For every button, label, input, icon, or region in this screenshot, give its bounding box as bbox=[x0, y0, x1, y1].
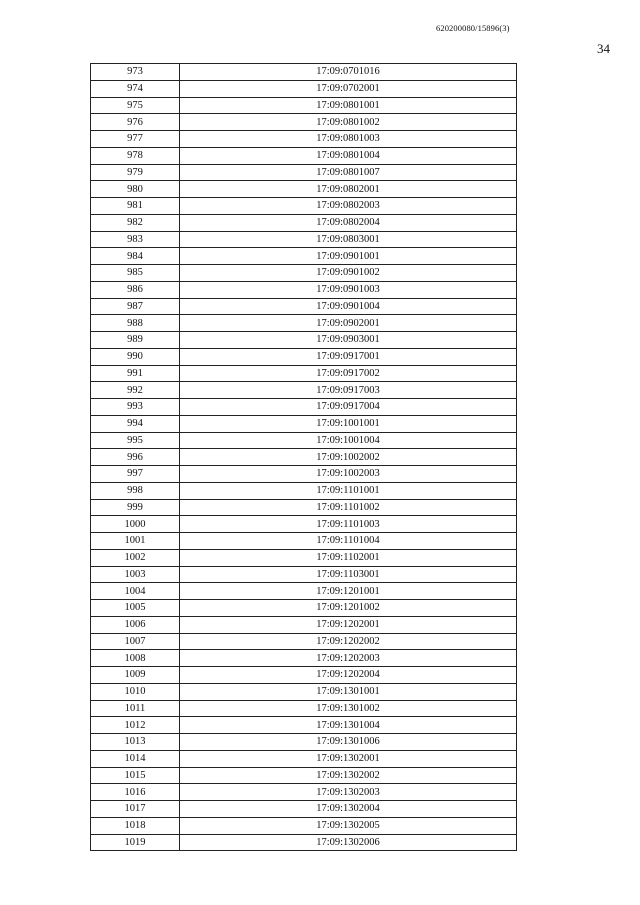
table-row bbox=[91, 348, 517, 365]
table-row bbox=[91, 64, 517, 81]
table-row bbox=[91, 399, 517, 416]
table-row bbox=[91, 650, 517, 667]
row-number-cell: 979 bbox=[91, 164, 180, 181]
table-row bbox=[91, 181, 517, 198]
table-row bbox=[91, 817, 517, 834]
cadastral-number-cell: 17:09:0701016 bbox=[180, 64, 517, 81]
row-number-cell: 980 bbox=[91, 181, 180, 198]
cadastral-number-cell: 17:09:1101002 bbox=[180, 499, 517, 516]
table-row bbox=[91, 382, 517, 399]
table-body bbox=[91, 64, 517, 851]
cadastral-number-cell: 17:09:1302002 bbox=[180, 767, 517, 784]
table-row bbox=[91, 533, 517, 550]
row-number-cell: 977 bbox=[91, 131, 180, 148]
table-row bbox=[91, 231, 517, 248]
cadastral-number-cell: 17:09:0901001 bbox=[180, 248, 517, 265]
row-number-cell: 994 bbox=[91, 415, 180, 432]
cadastral-number-cell: 17:09:0803001 bbox=[180, 231, 517, 248]
row-number-cell: 1006 bbox=[91, 616, 180, 633]
row-number-cell: 989 bbox=[91, 332, 180, 349]
cadastral-number-cell: 17:09:1001004 bbox=[180, 432, 517, 449]
table-row bbox=[91, 482, 517, 499]
table-row bbox=[91, 248, 517, 265]
table-row bbox=[91, 667, 517, 684]
cadastral-number-cell: 17:09:1302003 bbox=[180, 784, 517, 801]
table-row bbox=[91, 717, 517, 734]
table-row bbox=[91, 114, 517, 131]
cadastral-number-cell: 17:09:1201001 bbox=[180, 583, 517, 600]
row-number-cell: 974 bbox=[91, 80, 180, 97]
table-row bbox=[91, 298, 517, 315]
row-number-cell: 976 bbox=[91, 114, 180, 131]
cadastral-number-cell: 17:09:0901002 bbox=[180, 265, 517, 282]
table-row bbox=[91, 365, 517, 382]
cadastral-number-cell: 17:09:1202002 bbox=[180, 633, 517, 650]
row-number-cell: 986 bbox=[91, 281, 180, 298]
table-row bbox=[91, 80, 517, 97]
cadastral-number-cell: 17:09:0801002 bbox=[180, 114, 517, 131]
row-number-cell: 1012 bbox=[91, 717, 180, 734]
table-row bbox=[91, 767, 517, 784]
cadastral-number-cell: 17:09:0801001 bbox=[180, 97, 517, 114]
cadastral-number-cell: 17:09:0917003 bbox=[180, 382, 517, 399]
cadastral-number-cell: 17:09:1202001 bbox=[180, 616, 517, 633]
cadastral-number-cell: 17:09:0801003 bbox=[180, 131, 517, 148]
table-row bbox=[91, 97, 517, 114]
table-row bbox=[91, 549, 517, 566]
cadastral-number-cell: 17:09:1002003 bbox=[180, 466, 517, 483]
cadastral-number-cell: 17:09:0903001 bbox=[180, 332, 517, 349]
cadastral-number-cell: 17:09:1301001 bbox=[180, 683, 517, 700]
row-number-cell: 992 bbox=[91, 382, 180, 399]
row-number-cell: 990 bbox=[91, 348, 180, 365]
row-number-cell: 1009 bbox=[91, 667, 180, 684]
page-number: 34 bbox=[597, 41, 610, 56]
cadastral-number-cell: 17:09:1302005 bbox=[180, 817, 517, 834]
table-row bbox=[91, 214, 517, 231]
table-row bbox=[91, 700, 517, 717]
row-number-cell: 1010 bbox=[91, 683, 180, 700]
row-number-cell: 981 bbox=[91, 198, 180, 215]
row-number-cell: 997 bbox=[91, 466, 180, 483]
row-number-cell: 987 bbox=[91, 298, 180, 315]
row-number-cell: 991 bbox=[91, 365, 180, 382]
row-number-cell: 984 bbox=[91, 248, 180, 265]
cadastral-number-cell: 17:09:0902001 bbox=[180, 315, 517, 332]
cadastral-number-cell: 17:09:0802001 bbox=[180, 181, 517, 198]
row-number-cell: 996 bbox=[91, 449, 180, 466]
row-number-cell: 1007 bbox=[91, 633, 180, 650]
table-row bbox=[91, 683, 517, 700]
table-row bbox=[91, 131, 517, 148]
document-id: 620200080/15896(3) bbox=[436, 23, 510, 33]
table-row bbox=[91, 265, 517, 282]
row-number-cell: 982 bbox=[91, 214, 180, 231]
cadastral-number-cell: 17:09:1302001 bbox=[180, 750, 517, 767]
cadastral-number-cell: 17:09:1101004 bbox=[180, 533, 517, 550]
row-number-cell: 973 bbox=[91, 64, 180, 81]
table-row bbox=[91, 734, 517, 751]
table-row bbox=[91, 466, 517, 483]
cadastral-number-cell: 17:09:0917004 bbox=[180, 399, 517, 416]
row-number-cell: 978 bbox=[91, 147, 180, 164]
table-row bbox=[91, 332, 517, 349]
row-number-cell: 1011 bbox=[91, 700, 180, 717]
table-row bbox=[91, 583, 517, 600]
row-number-cell: 1002 bbox=[91, 549, 180, 566]
row-number-cell: 1015 bbox=[91, 767, 180, 784]
row-number-cell: 1001 bbox=[91, 533, 180, 550]
cadastral-number-cell: 17:09:1302006 bbox=[180, 834, 517, 851]
table-row bbox=[91, 600, 517, 617]
row-number-cell: 988 bbox=[91, 315, 180, 332]
cadastral-number-cell: 17:09:0801007 bbox=[180, 164, 517, 181]
row-number-cell: 985 bbox=[91, 265, 180, 282]
row-number-cell: 1017 bbox=[91, 801, 180, 818]
cadastral-number-cell: 17:09:0901004 bbox=[180, 298, 517, 315]
row-number-cell: 1013 bbox=[91, 734, 180, 751]
table-row bbox=[91, 516, 517, 533]
table-row bbox=[91, 499, 517, 516]
cadastral-number-cell: 17:09:0917001 bbox=[180, 348, 517, 365]
table-row bbox=[91, 566, 517, 583]
row-number-cell: 1014 bbox=[91, 750, 180, 767]
table-row bbox=[91, 801, 517, 818]
cadastral-number-cell: 17:09:1201002 bbox=[180, 600, 517, 617]
table-row bbox=[91, 834, 517, 851]
table-row bbox=[91, 449, 517, 466]
row-number-cell: 1019 bbox=[91, 834, 180, 851]
row-number-cell: 998 bbox=[91, 482, 180, 499]
cadastral-number-cell: 17:09:0802003 bbox=[180, 198, 517, 215]
table-row bbox=[91, 750, 517, 767]
row-number-cell: 1005 bbox=[91, 600, 180, 617]
table-row bbox=[91, 315, 517, 332]
cadastral-number-cell: 17:09:0702001 bbox=[180, 80, 517, 97]
row-number-cell: 1018 bbox=[91, 817, 180, 834]
table-row bbox=[91, 164, 517, 181]
cadastral-number-cell: 17:09:1001001 bbox=[180, 415, 517, 432]
table-row bbox=[91, 198, 517, 215]
row-number-cell: 999 bbox=[91, 499, 180, 516]
cadastral-number-cell: 17:09:1103001 bbox=[180, 566, 517, 583]
row-number-cell: 1004 bbox=[91, 583, 180, 600]
row-number-cell: 975 bbox=[91, 97, 180, 114]
cadastral-number-cell: 17:09:1301006 bbox=[180, 734, 517, 751]
cadastral-number-cell: 17:09:1101001 bbox=[180, 482, 517, 499]
cadastral-number-cell: 17:09:0802004 bbox=[180, 214, 517, 231]
row-number-cell: 1016 bbox=[91, 784, 180, 801]
table-row bbox=[91, 616, 517, 633]
cadastral-number-cell: 17:09:1202003 bbox=[180, 650, 517, 667]
cadastral-number-cell: 17:09:1101003 bbox=[180, 516, 517, 533]
cadastral-number-cell: 17:09:0917002 bbox=[180, 365, 517, 382]
cadastral-number-cell: 17:09:1301002 bbox=[180, 700, 517, 717]
table-row bbox=[91, 633, 517, 650]
row-number-cell: 1003 bbox=[91, 566, 180, 583]
table-row bbox=[91, 281, 517, 298]
row-number-cell: 983 bbox=[91, 231, 180, 248]
table-row bbox=[91, 784, 517, 801]
table-row bbox=[91, 147, 517, 164]
cadastral-number-cell: 17:09:0901003 bbox=[180, 281, 517, 298]
table-row bbox=[91, 432, 517, 449]
cadastral-number-cell: 17:09:1202004 bbox=[180, 667, 517, 684]
row-number-cell: 993 bbox=[91, 399, 180, 416]
cadastral-number-cell: 17:09:1102001 bbox=[180, 549, 517, 566]
row-number-cell: 1008 bbox=[91, 650, 180, 667]
row-number-cell: 995 bbox=[91, 432, 180, 449]
cadastral-number-cell: 17:09:1302004 bbox=[180, 801, 517, 818]
cadastral-number-cell: 17:09:0801004 bbox=[180, 147, 517, 164]
cadastral-number-cell: 17:09:1002002 bbox=[180, 449, 517, 466]
row-number-cell: 1000 bbox=[91, 516, 180, 533]
cadastral-table bbox=[90, 63, 517, 851]
table-row bbox=[91, 415, 517, 432]
cadastral-number-cell: 17:09:1301004 bbox=[180, 717, 517, 734]
